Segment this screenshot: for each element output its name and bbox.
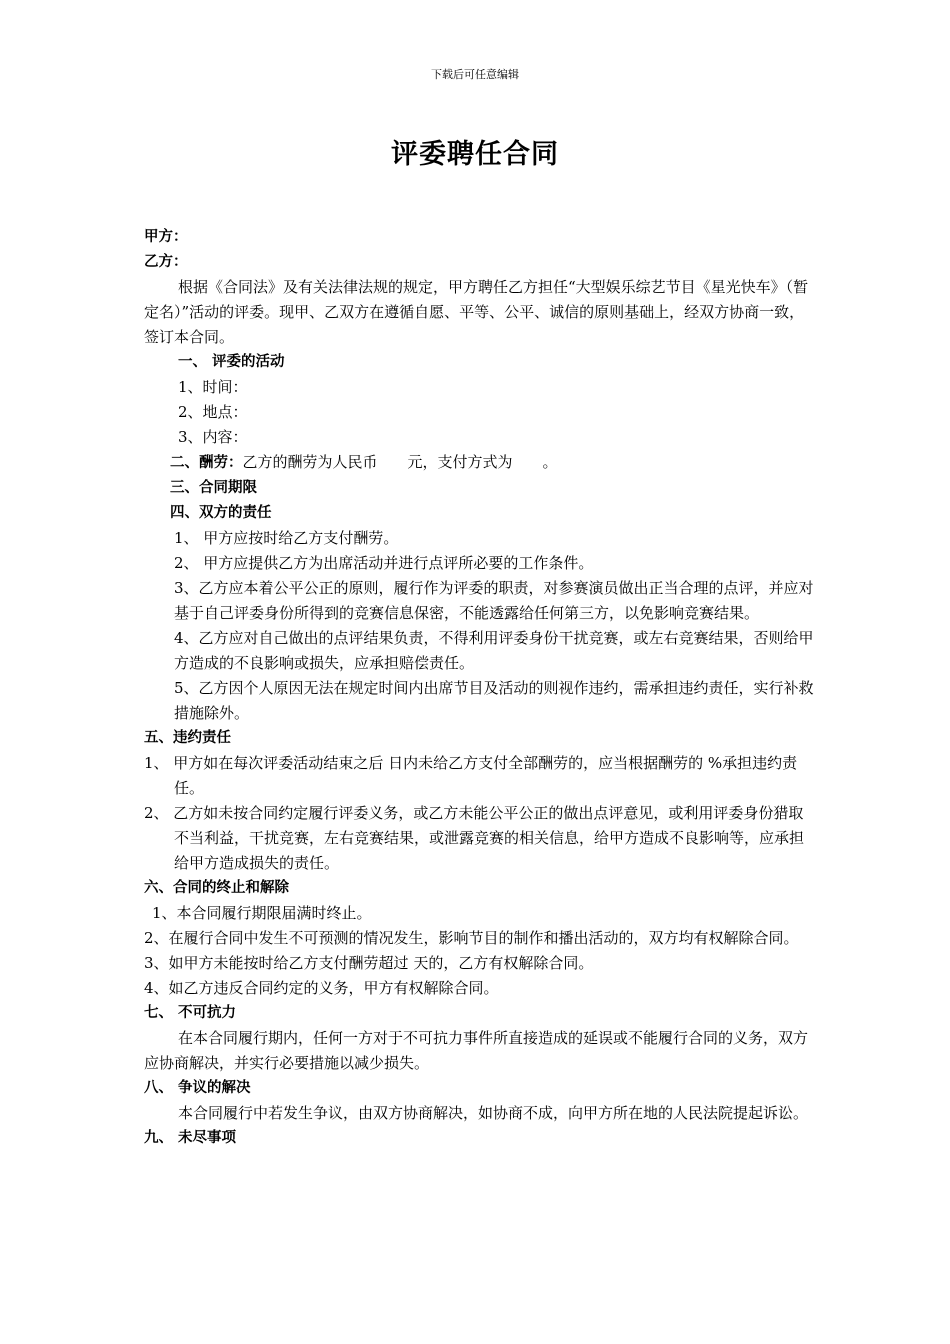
section-6-item: 1、本合同履行期限届满时终止。 xyxy=(152,904,372,922)
section-3-heading: 三、合同期限 xyxy=(170,480,257,496)
section-2 xyxy=(144,450,816,476)
party-a-label: 甲方： xyxy=(144,229,188,245)
section-4-item: 2、 甲方应提供乙方为出席活动并进行点评所必要的工作条件。 xyxy=(174,554,594,572)
page-header-note: 下载后可任意编辑 xyxy=(431,68,519,81)
document-body xyxy=(144,225,816,1151)
section-5-heading: 五、违约责任 xyxy=(144,730,231,746)
document-title: 评委聘任合同 xyxy=(391,139,559,170)
section-8-text: 本合同履行中若发生争议，由双方协商解决，如协商不成，向甲方所在地的人民法院提起诉讼。 xyxy=(178,1104,809,1122)
section-2-text: 乙方的酬劳为人民币 元，支付方式为 。 xyxy=(242,453,558,471)
section-6-heading: 六、合同的终止和解除 xyxy=(144,880,289,896)
section-6-item: 4、如乙方违反合同约定的义务，甲方有权解除合同。 xyxy=(144,979,499,997)
section-4-item: 4、乙方应对自己做出的点评结果负责，不得利用评委身份干扰竞赛，或左右竞赛结果，否则给甲方造成的不良影响或损失，应承担赔偿责任。 xyxy=(174,629,814,672)
section-4-item: 5、乙方因个人原因无法在规定时间内出席节目及活动的则视作违约，需承担违约责任，实行补救措施除外。 xyxy=(174,679,814,722)
section-4-heading: 四、双方的责任 xyxy=(170,505,272,521)
intro-paragraph: 根据《合同法》及有关法律法规的规定，甲方聘任乙方担任“大型娱乐综艺节目《星光快车》（暂定名）”活动的评委。现甲、乙双方在遵循自愿、平等、公平、诚信的原则基础上，经双方协商一致，签订本合同。 xyxy=(144,278,809,346)
party-b-label: 乙方： xyxy=(144,254,188,270)
section-7-heading: 七、 不可抗力 xyxy=(144,1005,237,1021)
section-1-item: 2、地点： xyxy=(178,403,248,421)
section-8-heading: 八、 争议的解决 xyxy=(144,1080,251,1096)
section-4-item: 1、 甲方应按时给乙方支付酬劳。 xyxy=(174,529,399,547)
section-5-item: 2、 乙方如未按合同约定履行评委义务，或乙方未能公平公正的做出点评意见，或利用评委身份猎取不当利益，干扰竞赛，左右竞赛结果，或泄露竞赛的相关信息，给甲方造成不良影响等，应承担给甲方造成损失的责任。 xyxy=(144,804,805,872)
section-7-text: 在本合同履行期内，任何一方对于不可抗力事件所直接造成的延误或不能履行合同的义务，双方应协商解决，并实行必要措施以减少损失。 xyxy=(144,1029,809,1072)
section-4-item: 3、乙方应本着公平公正的原则，履行作为评委的职责，对参赛演员做出正当合理的点评，并应对基于自己评委身份所得到的竞赛信息保密，不能透露给任何第三方，以免影响竞赛结果。 xyxy=(174,579,814,622)
section-5-item: 1、 甲方如在每次评委活动结束之后 日内未给乙方支付全部酬劳的，应当根据酬劳的 %承担违约责任。 xyxy=(144,754,798,797)
section-1-item: 1、时间： xyxy=(178,378,248,396)
section-6-item: 3、如甲方未能按时给乙方支付酬劳超过 天的，乙方有权解除合同。 xyxy=(144,954,594,972)
section-6-item: 2、在履行合同中发生不可预测的情况发生，影响节目的制作和播出活动的，双方均有权解除合同。 xyxy=(144,929,799,947)
section-1-item: 3、内容： xyxy=(178,428,248,446)
section-2-heading: 二、酬劳： xyxy=(170,455,243,471)
section-9-heading: 九、 未尽事项 xyxy=(144,1130,237,1146)
section-1-heading: 一、 评委的活动 xyxy=(178,354,285,370)
